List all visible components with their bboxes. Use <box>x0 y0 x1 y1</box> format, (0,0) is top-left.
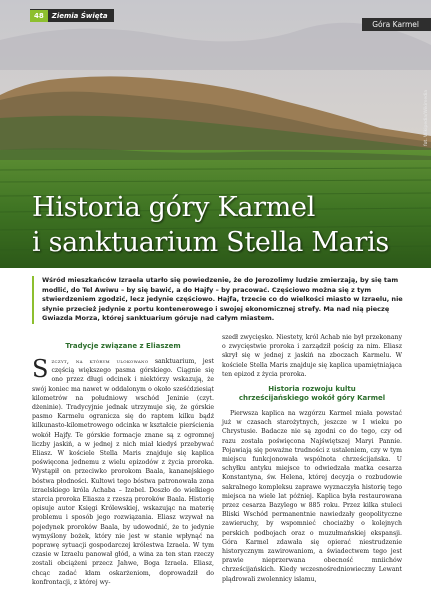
section-tag <box>30 9 114 22</box>
lead-paragraph: Wśród mieszkańców Izraela utarło się powiedzenie, że do Jerozolimy ludzie zmierzają, by się tam modlić, do Tel Awiwu – by się bawić, a do Hajfy – by pracować. Częściowo można się z tym stwierdzeniem zgodzić, lecz jedynie częściowo. Hajfa, trzecie co do wielkości miasto w Izraelu, nie słynie przecież jedynie z portu kontenerowego i swojej ekonomicznej strefy. Ma nad nią pieczę Gwiazda Morza, której sanktuarium góruje nad całym miastem. <box>32 276 404 324</box>
page-number: 48 <box>30 10 48 22</box>
subheading-history <box>222 385 402 403</box>
paragraph-right-1: szedł zwycięsko. Niestety, król Achab nie był przekonany o zwycięstwie proroka i zarządził pościg za nim. Eliasz skrył się w jednej z jaskiń na zboczach Karmelu. W kościele Stella Maris znajduje się kaplica upamiętniająca ten epizod z życia proroka. <box>222 334 402 378</box>
paragraph-left-1-text: sanktuarium, jest częścią większego pasma górskiego. Ciągnie się ono przez długi odcinek i niektórzy wskazują, że swój koniec ma nawet w oddalonym o około sześćdziesiąt kilometrów na południowy wschód Jeninie (czyt. dżeninie). Tradycyjnie jednak utrzymuje się, że górskie pasmo Karmelu ogranicza się do raptem kilku bądź kilkunasto-kilometrowego odcinka w kształcie pierścienia wokół Hajfy. Te górskie formacje znane są z ogromnej liczby jaskiń, a w jednej z nich miał kiedyś przebywać Eliasz. W kościele Stella Maris znajduje się kaplica poświęcona jednemu z wielu epizodów z życia proroka. Wystąpił on przeciwko prorokom Baala, kananejskiego bóstwa płodności. Kultowi tego bóstwa patronowała zona izraelskiego króla Achaba – Izebel. Doszło do wielkiego starcia proroka Eliasza z rzeszą proroków Baala. Historię opisuje autor Księgi Królewskiej, wskazując na materię problemu i sposób jego rozwiązania. Eliasz wzywał na pojedynek proroków Baala, by udowodnić, że to jedynie wymyślony bożek, który nie jest w stanie wpłynąć na poprawę sytuacji gospodarczej królestwa Izraela. W tym czasie w Izraelu panował głód, a wina za ten stan rzeczy zostali obciążeni przecz Jahwe, Boga Izraela. Eliasz, chcąc zadać kłam oskarżeniom, doprowadził do konfrontacji, z której wy- <box>32 358 214 586</box>
column-right <box>222 333 402 584</box>
paragraph-right-2: Pierwsza kaplica na wzgórzu Karmel miała powstać już w czasach starożytnych, jeszcze w I wieku po Chrystusie. Badacze nie są zgodni co do tego, czy od razu została poświęcona Najświętszej Maryi Pannie. Pojawiają się poważne trudności z ustaleniem, czy w tym miejscu funkcjonowała wspólnota chrześcijańska. U schyłku antyku miejsce to odwiedzała matka cesarza Konstantyna, św. Helena, której decyzja o rozbudowie sakralnego kompleksu zaprawe wyznaczyła historię tego miejsca na wiele lat później. Kaplica była restaurowana przez cesarza Bazylego w 885 roku. Przez kilka stuleci Bliski Wschód permanentnie nawiedzały geopolityczne zawieruchy, by wspomnieć chociażby o kolejnych perskich podbojach oraz o muzułmańskiej ekspansji. Góra Karmel zdawała się opierać niestrudzenie historycznym zawirowaniom, a świadectwem tego jest prawie nieprzerwana obecność mniichów chrześcijańskich. Kiedy wczesnośredniowieczny Lewant plądrowali zwolennicy islamu, <box>222 410 402 583</box>
article-title <box>32 190 389 260</box>
article-topic-label: Góra Karmel <box>362 18 431 31</box>
subheading-eliasz: Tradycje związane z Eliaszem <box>65 342 181 350</box>
paragraph-left-1 <box>32 357 214 587</box>
column-left <box>32 340 214 587</box>
opening-small-caps: zczyt, na którym ulokowano <box>51 358 149 365</box>
title-line-1: Historia góry Karmel <box>32 192 316 223</box>
subheading-history-line-1: Historia rozwoju kultu <box>268 385 356 394</box>
section-name: Ziemia Święta <box>51 11 108 20</box>
drop-cap: S <box>32 355 49 383</box>
subheading-history-line-2: chrześcijańskiego wokół góry Karmel <box>238 394 386 403</box>
photo-credit: fot. Wikipedia/Wikimedia <box>424 90 429 146</box>
title-line-2: i sanktuarium Stella Maris <box>32 227 389 258</box>
